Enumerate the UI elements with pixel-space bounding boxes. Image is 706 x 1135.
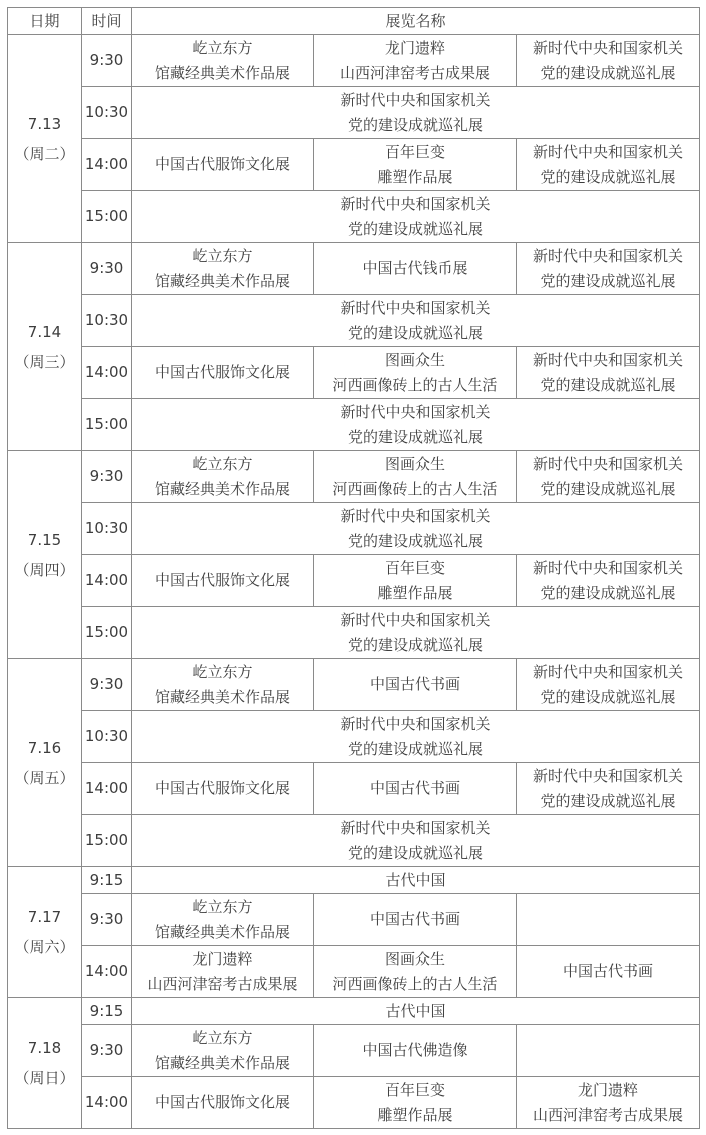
exhibition-name-line: 党的建设成就巡礼展	[540, 583, 676, 602]
exhibition-name-line: 百年巨变	[384, 558, 445, 577]
exhibition-cell	[517, 555, 700, 607]
date-cell	[8, 659, 82, 867]
exhibition-cell	[314, 139, 517, 191]
exhibition-cell	[517, 35, 700, 87]
exhibition-cell	[132, 1025, 314, 1077]
exhibition-name-line: 新时代中央和国家机关	[340, 194, 491, 213]
exhibition-cell	[132, 946, 314, 998]
date-cell	[8, 998, 82, 1129]
exhibition-name-line: 中国古代佛造像	[362, 1041, 468, 1059]
exhibition-name-line: 雕塑作品展	[377, 1105, 453, 1124]
exhibition-name-line: 新时代中央和国家机关	[340, 610, 491, 629]
schedule-row	[8, 139, 700, 191]
exhibition-cell	[517, 946, 700, 998]
schedule-row	[8, 1077, 700, 1129]
schedule-row	[8, 555, 700, 607]
exhibition-cell	[132, 191, 700, 243]
exhibition-name-line: 百年巨变	[384, 142, 445, 161]
exhibition-name-line: 馆藏经典美术作品展	[154, 479, 290, 498]
exhibition-name-line: 中国古代服饰文化展	[154, 363, 290, 381]
exhibition-name-line: 党的建设成就巡礼展	[540, 167, 676, 186]
exhibition-cell	[132, 503, 700, 555]
header-exhibition: 展览名称	[132, 8, 700, 35]
exhibition-cell	[132, 35, 314, 87]
time-cell: 14:00	[82, 555, 132, 607]
schedule-row	[8, 894, 700, 946]
exhibition-name-line: 新时代中央和国家机关	[340, 402, 491, 421]
schedule-row	[8, 763, 700, 815]
schedule-row	[8, 946, 700, 998]
exhibition-cell	[517, 347, 700, 399]
exhibition-name-line: 党的建设成就巡礼展	[348, 323, 484, 342]
exhibition-cell	[132, 867, 700, 894]
weekday-value: （周日）	[14, 1069, 75, 1087]
time-cell: 14:00	[82, 139, 132, 191]
schedule-row	[8, 87, 700, 139]
exhibition-cell	[132, 139, 314, 191]
exhibition-name-line: 山西河津窑考古成果展	[533, 1105, 684, 1124]
schedule-row	[8, 347, 700, 399]
exhibition-cell	[314, 555, 517, 607]
date-value: 7.17	[27, 908, 62, 926]
exhibition-name-line: 屹立东方	[192, 454, 253, 473]
schedule-row	[8, 607, 700, 659]
exhibition-name-line: 新时代中央和国家机关	[340, 714, 491, 733]
schedule-row	[8, 815, 700, 867]
exhibition-cell	[132, 894, 314, 946]
exhibition-name-line: 党的建设成就巡礼展	[540, 479, 676, 498]
time-cell: 10:30	[82, 503, 132, 555]
exhibition-cell	[314, 659, 517, 711]
time-cell: 15:00	[82, 191, 132, 243]
exhibition-name-line: 馆藏经典美术作品展	[154, 687, 290, 706]
exhibition-name-line: 新时代中央和国家机关	[533, 454, 684, 473]
time-cell: 14:00	[82, 763, 132, 815]
exhibition-cell	[517, 451, 700, 503]
exhibition-cell	[314, 1025, 517, 1077]
schedule-row	[8, 1025, 700, 1077]
time-cell: 14:00	[82, 1077, 132, 1129]
exhibition-name-line: 屹立东方	[192, 897, 253, 916]
exhibition-name-line: 馆藏经典美术作品展	[154, 1053, 290, 1072]
time-cell: 14:00	[82, 946, 132, 998]
exhibition-cell	[132, 1077, 314, 1129]
time-cell: 9:30	[82, 451, 132, 503]
exhibition-cell	[132, 399, 700, 451]
exhibition-cell	[314, 243, 517, 295]
weekday-value: （周六）	[14, 938, 75, 956]
schedule-row	[8, 998, 700, 1025]
exhibition-name-line: 中国古代书画	[369, 779, 460, 797]
time-cell: 15:00	[82, 607, 132, 659]
schedule-row	[8, 191, 700, 243]
time-cell: 14:00	[82, 347, 132, 399]
exhibition-cell	[314, 946, 517, 998]
exhibition-name-line: 龙门遗粹	[384, 38, 445, 57]
exhibition-cell	[132, 711, 700, 763]
exhibition-name-line: 古代中国	[385, 870, 446, 889]
time-cell: 9:30	[82, 1025, 132, 1077]
exhibition-cell	[517, 894, 700, 946]
exhibition-name-line: 屹立东方	[192, 246, 253, 265]
exhibition-name-line: 新时代中央和国家机关	[340, 506, 491, 525]
header-date: 日期	[8, 8, 82, 35]
schedule-row	[8, 399, 700, 451]
exhibition-name-line: 新时代中央和国家机关	[533, 662, 684, 681]
time-cell: 15:00	[82, 815, 132, 867]
exhibition-cell	[517, 763, 700, 815]
exhibition-name-line: 百年巨变	[384, 1080, 445, 1099]
schedule-row	[8, 503, 700, 555]
exhibition-name-line: 图画众生	[384, 454, 445, 473]
date-cell	[8, 451, 82, 659]
exhibition-name-line: 党的建设成就巡礼展	[348, 843, 484, 862]
exhibition-name-line: 新时代中央和国家机关	[533, 350, 684, 369]
date-value: 7.18	[27, 1039, 62, 1057]
exhibition-cell	[314, 35, 517, 87]
exhibition-name-line: 新时代中央和国家机关	[533, 766, 684, 785]
exhibition-name-line: 雕塑作品展	[377, 583, 453, 602]
time-cell: 9:30	[82, 894, 132, 946]
schedule-row	[8, 451, 700, 503]
exhibition-name-line: 中国古代书画	[563, 962, 654, 980]
date-value: 7.14	[27, 322, 62, 341]
time-cell: 9:30	[82, 243, 132, 295]
exhibition-cell	[132, 295, 700, 347]
exhibition-name-line: 中国古代书画	[369, 910, 460, 928]
exhibition-name-line: 中国古代书画	[369, 675, 460, 693]
exhibition-name-line: 党的建设成就巡礼展	[540, 687, 676, 706]
exhibition-cell	[314, 763, 517, 815]
exhibition-name-line: 党的建设成就巡礼展	[348, 219, 484, 238]
exhibition-cell	[132, 451, 314, 503]
exhibition-cell	[132, 659, 314, 711]
exhibition-name-line: 党的建设成就巡礼展	[540, 63, 676, 82]
time-cell: 10:30	[82, 87, 132, 139]
schedule-row	[8, 295, 700, 347]
exhibition-name-line: 新时代中央和国家机关	[533, 246, 684, 265]
exhibition-cell	[132, 998, 700, 1025]
exhibition-cell	[314, 451, 517, 503]
exhibition-name-line: 屹立东方	[192, 662, 253, 681]
exhibition-cell	[132, 555, 314, 607]
exhibition-name-line: 中国古代钱币展	[362, 259, 468, 277]
time-cell: 15:00	[82, 399, 132, 451]
exhibition-name-line: 中国古代服饰文化展	[154, 779, 290, 797]
exhibition-cell	[132, 607, 700, 659]
exhibition-cell	[517, 1025, 700, 1077]
exhibition-cell	[314, 894, 517, 946]
exhibition-name-line: 党的建设成就巡礼展	[348, 739, 484, 758]
exhibition-name-line: 新时代中央和国家机关	[340, 90, 491, 109]
exhibition-name-line: 屹立东方	[192, 1028, 253, 1047]
weekday-value: （周五）	[14, 768, 75, 787]
exhibition-name-line: 党的建设成就巡礼展	[348, 427, 484, 446]
header-row	[8, 8, 700, 35]
exhibition-cell	[132, 243, 314, 295]
time-cell: 9:15	[82, 867, 132, 894]
exhibition-name-line: 新时代中央和国家机关	[533, 142, 684, 161]
date-value: 7.15	[27, 530, 62, 549]
time-cell: 10:30	[82, 711, 132, 763]
time-cell: 9:30	[82, 35, 132, 87]
exhibition-name-line: 党的建设成就巡礼展	[348, 115, 484, 134]
exhibition-name-line: 龙门遗粹	[192, 949, 253, 968]
exhibition-name-line: 图画众生	[384, 949, 445, 968]
exhibition-name-line: 党的建设成就巡礼展	[348, 531, 484, 550]
weekday-value: （周二）	[14, 144, 75, 163]
exhibition-name-line: 中国古代服饰文化展	[154, 155, 290, 173]
exhibition-name-line: 古代中国	[385, 1001, 446, 1020]
exhibition-name-line: 馆藏经典美术作品展	[154, 63, 290, 82]
header-time: 时间	[82, 8, 132, 35]
time-cell: 9:15	[82, 998, 132, 1025]
schedule-row	[8, 243, 700, 295]
exhibition-cell	[132, 347, 314, 399]
exhibition-name-line: 河西画像砖上的古人生活	[332, 375, 498, 394]
schedule-row	[8, 711, 700, 763]
exhibition-name-line: 中国古代服饰文化展	[154, 571, 290, 589]
schedule-row	[8, 35, 700, 87]
time-cell: 9:30	[82, 659, 132, 711]
exhibition-cell	[314, 347, 517, 399]
time-cell: 10:30	[82, 295, 132, 347]
exhibition-name-line: 党的建设成就巡礼展	[540, 271, 676, 290]
exhibition-name-line: 雕塑作品展	[377, 167, 453, 186]
exhibition-cell	[517, 243, 700, 295]
schedule-row	[8, 867, 700, 894]
exhibition-cell	[517, 139, 700, 191]
exhibition-name-line: 中国古代服饰文化展	[154, 1093, 290, 1111]
exhibition-name-line: 屹立东方	[192, 38, 253, 57]
exhibition-cell	[132, 815, 700, 867]
exhibition-name-line: 新时代中央和国家机关	[340, 298, 491, 317]
exhibition-name-line: 山西河津窑考古成果展	[147, 974, 298, 993]
exhibition-name-line: 河西画像砖上的古人生活	[332, 479, 498, 498]
exhibition-cell	[132, 87, 700, 139]
exhibition-name-line: 馆藏经典美术作品展	[154, 922, 290, 941]
exhibition-cell	[314, 1077, 517, 1129]
exhibition-name-line: 新时代中央和国家机关	[533, 558, 684, 577]
exhibition-name-line: 山西河津窑考古成果展	[339, 63, 490, 82]
weekday-value: （周四）	[14, 560, 75, 579]
exhibition-schedule-table	[7, 7, 700, 1129]
date-cell	[8, 35, 82, 243]
exhibition-cell	[132, 763, 314, 815]
exhibition-name-line: 新时代中央和国家机关	[340, 818, 491, 837]
exhibition-cell	[517, 1077, 700, 1129]
exhibition-name-line: 馆藏经典美术作品展	[154, 271, 290, 290]
exhibition-cell	[517, 659, 700, 711]
date-cell	[8, 867, 82, 998]
exhibition-name-line: 党的建设成就巡礼展	[540, 791, 676, 810]
exhibition-name-line: 党的建设成就巡礼展	[348, 635, 484, 654]
schedule-row	[8, 659, 700, 711]
date-value: 7.13	[27, 114, 62, 133]
exhibition-name-line: 党的建设成就巡礼展	[540, 375, 676, 394]
exhibition-name-line: 图画众生	[384, 350, 445, 369]
exhibition-name-line: 河西画像砖上的古人生活	[332, 974, 498, 993]
date-value: 7.16	[27, 738, 62, 757]
exhibition-name-line: 龙门遗粹	[578, 1080, 639, 1099]
date-cell	[8, 243, 82, 451]
exhibition-name-line: 新时代中央和国家机关	[533, 38, 684, 57]
weekday-value: （周三）	[14, 352, 75, 371]
